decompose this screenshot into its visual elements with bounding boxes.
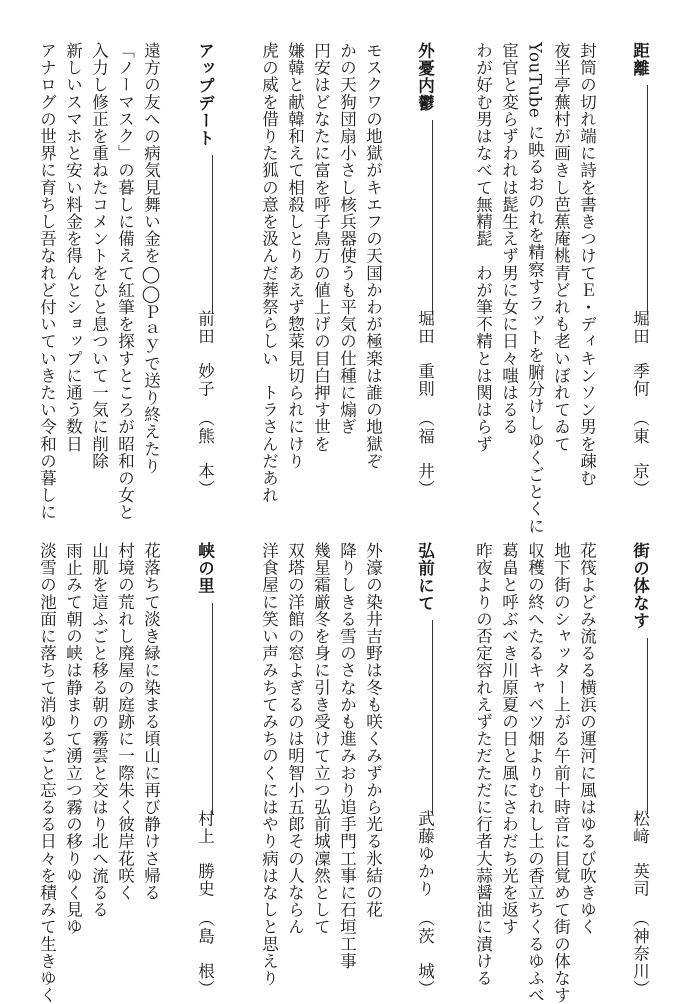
- prefecture: （神奈川）: [630, 909, 650, 997]
- poem-line: アナログの世界に育ちし吾なれど付いていきたい令和の暮しに: [37, 42, 57, 521]
- poet-name: [631, 806, 648, 997]
- poem-line: 虎の威を借りた狐の意を汲んだ葬祭らしい トラさんだあれ: [259, 42, 279, 504]
- section-header: [196, 42, 213, 497]
- divider-rule: [631, 77, 648, 306]
- poet-name: [416, 306, 433, 497]
- poem-line: 円安はどなたに富を呼子鳥万の値上げの目白押す世を: [311, 42, 331, 453]
- poem-line: 封筒の切れ端に詩を書きつけてＥ・ディキンソン男を疎む: [577, 42, 597, 487]
- divider-rule: [631, 630, 648, 807]
- poet-name-text: 武藤ゆかり: [415, 810, 435, 898]
- poem-line: 遠方の友への病気見舞い金を◯◯Ｐａｙで送り終えたり: [141, 42, 161, 475]
- poet-name-text: 堀田 重則: [415, 310, 435, 398]
- prefecture: （茨 城）: [415, 909, 435, 997]
- poet-name: [631, 306, 648, 497]
- poem-line: 花筏よどみ流るる横浜の運河に風はゆるび吹きゆく: [577, 542, 597, 936]
- poem-line: 双塔の洋館の窓よぎるのは明智小五郎その人ならん: [285, 542, 305, 936]
- poem-line: 村境の荒れし廃屋の庭跡に一際朱く彼岸花咲く: [115, 542, 135, 902]
- poem-line: 幾星霜厳冬を身に引き受けて立つ弘前城凜然として: [311, 542, 331, 936]
- poem-line: 嫌韓と献韓和えて相殺しとりあえず惣菜見切られにけり: [285, 42, 305, 470]
- poem-line: 降りしきる雪のさなかも進みおり追手門工事に石垣工事: [337, 542, 357, 970]
- poem-title: アップデート: [195, 42, 215, 147]
- poem-line: わが好む男はなべて無精髭 わが筆不精とは関はらず: [473, 42, 493, 453]
- poem-line: YouTube に映るおのれを精察すラットを腑分けしゆくごとくに: [525, 42, 545, 535]
- divider-rule: [416, 612, 433, 806]
- section-header: [416, 42, 433, 497]
- poem-line: 地下街のシャッター上がる午前十時音に目覚めて街の体なす: [551, 542, 571, 1004]
- section-header: [196, 542, 213, 997]
- divider-rule: [416, 112, 433, 306]
- prefecture: （福 井）: [415, 409, 435, 497]
- poem-title: 弘前にて: [415, 542, 435, 612]
- poem-title: 街の体なす: [630, 542, 650, 630]
- poet-name-text: 堀田 季何: [630, 310, 650, 398]
- prefecture: （島 根）: [195, 909, 215, 997]
- poem-line: 花落ちて淡き緑に染まる頃山に再び静けさ帰る: [141, 542, 161, 902]
- poem-line: かの天狗団扇小さし核兵器使うも平気の仕種に煽ぎ: [337, 42, 357, 436]
- poem-line: 山肌を這ふごと移る朝の霧雲と交はり北へ流るる: [89, 542, 109, 919]
- poem-title: 峡の里: [195, 542, 215, 595]
- poet-name: [416, 806, 433, 997]
- section-header: [416, 542, 433, 997]
- prefecture: （熊 本）: [195, 409, 215, 497]
- poem-line: 収穫の終へたるキャベツ畑よりむれし土の香立ちくるゆふべ: [525, 542, 545, 1004]
- poem-line: 洋食屋に笑い声みちてみちのくにはやり病はなしと思えり: [259, 542, 279, 987]
- poem-line: 雨止みて朝の峡は静まりて湧立つ霧の移りゆく見ゆ: [63, 542, 83, 936]
- poem-title: 外憂内鬱: [415, 42, 435, 112]
- poem-line: 宦官と変らずわれは髭生えず男に女に日々嗤はるる: [499, 42, 519, 436]
- poem-line: 外濠の染井吉野は冬も咲くみずから光る氷結の花: [363, 542, 383, 919]
- divider-rule: [196, 147, 213, 306]
- section-header: [631, 542, 648, 997]
- poem-line: モスクワの地獄がキエフの天国かわが極楽は誰の地獄ぞ: [363, 42, 383, 470]
- poem-line: 新しいスマホと安い料金を得んとショップに通う数日: [63, 42, 83, 453]
- poem-line: 入力し修正を重ねたコメントをひと息ついて一気に削除: [89, 42, 109, 470]
- poet-name: [196, 306, 213, 497]
- poet-name-text: 前田 妙子: [195, 310, 215, 398]
- poem-line: 淡雪の池面に落ちて消ゆるごと忘るる日々を積みて生きゆく: [37, 542, 57, 1004]
- poem-line: 夜半亭蕪村が画きし芭蕉庵桃青どれも老いぼれてゐて: [551, 42, 571, 453]
- poem-line: 昨夜よりの否定容れえずただただに行者大蒜醤油に漬ける: [473, 542, 493, 987]
- poem-line: 葛畠と呼ぶべき川原夏の日と風にさわだち光を返す: [499, 542, 519, 936]
- poem-title: 距離: [630, 42, 650, 77]
- prefecture: （東 京）: [630, 409, 650, 497]
- poet-name: [196, 806, 213, 997]
- section-header: [631, 42, 648, 497]
- poet-name-text: 村上 勝史: [195, 810, 215, 898]
- poet-name-text: 松﨑 英司: [630, 810, 650, 898]
- divider-rule: [196, 595, 213, 807]
- poem-line: 「ノーマスク」の暮しに備えて紅筆を探すところが昭和の女と: [115, 42, 135, 521]
